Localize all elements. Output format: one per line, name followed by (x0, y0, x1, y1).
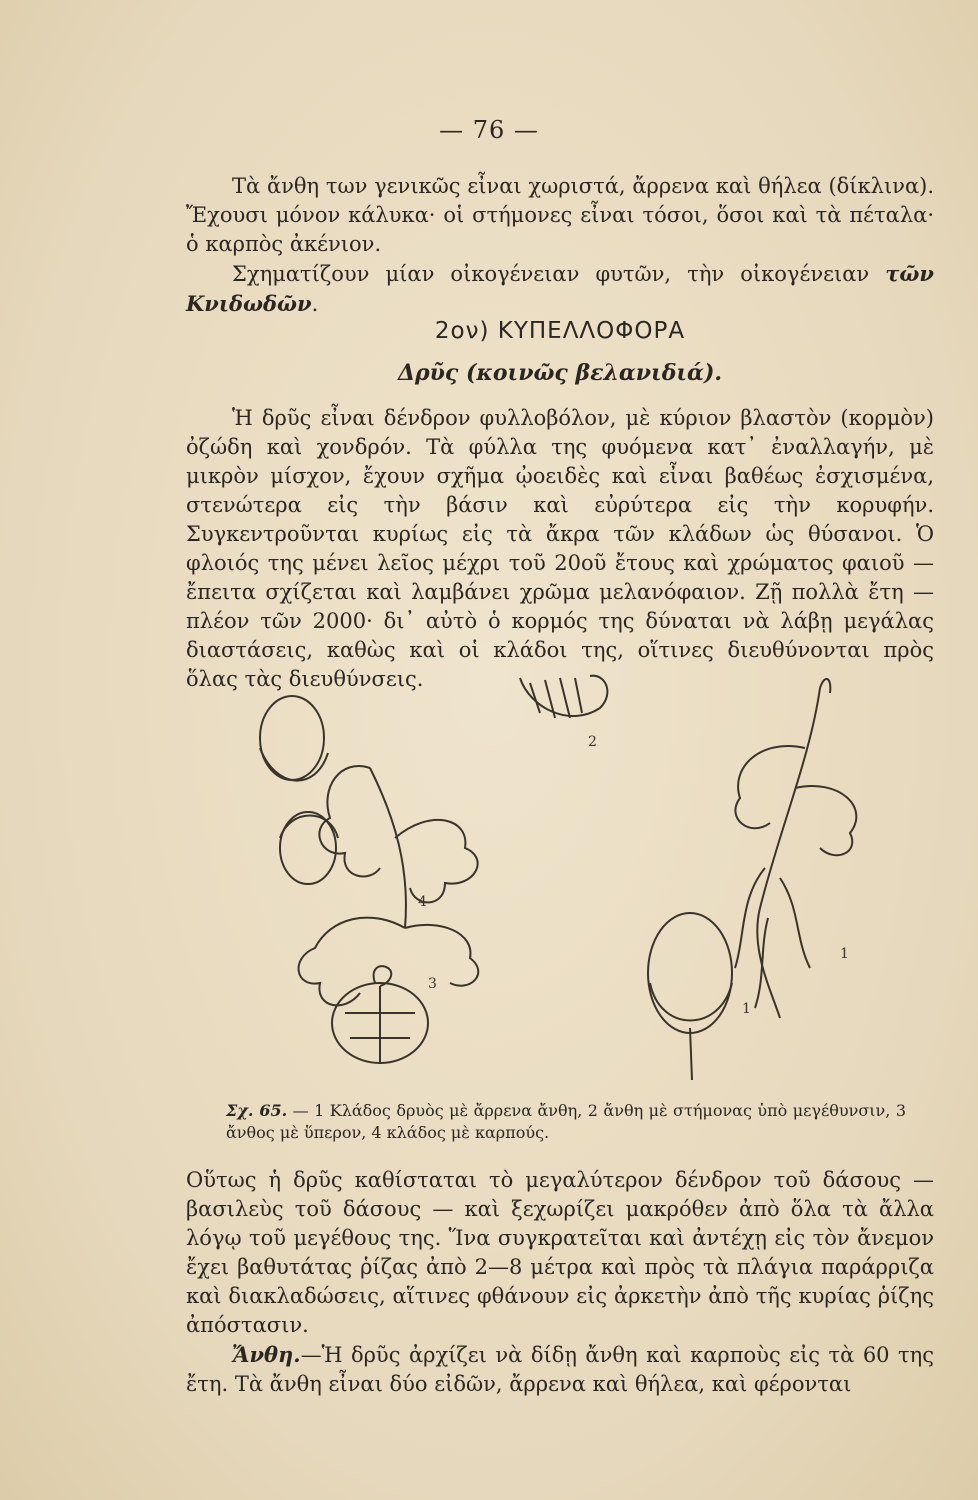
catkin-leaf-right (795, 786, 856, 855)
page-number: — 76 — (439, 116, 539, 144)
figure-caption-label: Σχ. 65. (226, 1101, 288, 1120)
intro-text (186, 172, 934, 319)
branch-stem (370, 768, 406, 928)
oak-illustration (220, 668, 910, 1100)
figure-label-2: 2 (588, 734, 597, 750)
acorn-top (260, 696, 324, 780)
figure-label-4: 4 (418, 894, 427, 910)
figure-label-3: 3 (428, 976, 437, 992)
figure-caption-text: — 1 Κλάδος δρυὸς μὲ ἄρρενα ἄνθη, 2 ἄνθη μὲ στήμονας ὑπὸ μεγέθυνσιν, 3 ἄνθος μὲ ὕπερον, 4 κλάδος μὲ καρπούς. (226, 1101, 907, 1142)
paragraph-oak: Ἡ δρῦς εἶναι δένδρον φυλλοβόλον, μὲ κύριον βλαστὸν (κορμὸν) ὀζώδη καὶ χονδρόν. Τὰ φύλλα της φυόμενα κατ᾽ ἐναλλαγήν, μὲ μικρὸν μίσχον, ἔχουν σχῆμα ᾠοειδὲς καὶ εἶναι βαθέως ἐσχισμένα, στενώτερα εἰς τὴν βάσιν καὶ εὐρύτερα εἰς τὴν κορυφήν. Συγκεντροῦνται κυρίως εἰς τὰ ἄκρα τῶν κλάδων ὡς θύσανοι. Ὁ φλοιός της μένει λεῖος μέχρι τοῦ 20οῦ ἔτους καὶ χρώματος φαιοῦ — ἔπειτα σχίζεται καὶ λαμβάνει χρῶμα μελανόφαιον. Ζῇ πολλὰ ἔτη — πλέον τῶν 2000· δι᾽ αὐτὸ ὁ κορμός της δύναται νὰ λάβῃ μεγάλας διαστάσεις, καθὼς καὶ οἱ κλάδοι της, οἵτινες διευθύνονται πρὸς ὅλας τὰς διευθύνσεις. (186, 406, 934, 691)
catkin-branch (757, 688, 820, 1018)
oak-continued (186, 1166, 934, 1399)
section-subheading: Δρῦς (κοινῶς βελανιδιά). (397, 360, 723, 386)
figure-caption (226, 1100, 906, 1144)
oak-leaf-lower (299, 918, 405, 1006)
figure-label-1-acorn: 1 (742, 1001, 751, 1017)
oak-leaf-right (395, 820, 478, 903)
section-heading: 2ον) ΚΥΠΕΛΛΟΦΟΡΑ (434, 318, 686, 344)
paragraph-flowers-oak (186, 1340, 934, 1399)
acorn-large (648, 913, 732, 1033)
oak-leaf-lower-right (405, 925, 478, 986)
catkin-leaf (735, 746, 805, 828)
paragraph-flowers-oak-text: —Ἡ δρῦς ἀρχίζει νὰ δίδῃ ἄνθη καὶ καρποὺς εἰς τὰ 60 της ἔτη. Τὰ ἄνθη εἶναι δύο εἰδῶν, ἄρρενα καὶ θήλεα, καὶ φέρονται (186, 1343, 934, 1396)
paragraph-king-of-forest: Οὕτως ἡ δρῦς καθίσταται τὸ μεγαλύτερον δένδρον τοῦ δάσους — βασιλεὺς τοῦ δάσους — καὶ ξεχωρίζει μακρόθεν ἀπὸ ὅλα τὰ ἄλλα λόγῳ τοῦ μεγέθους της. Ἵνα συγκρατεῖται καὶ ἀντέχῃ εἰς τὸν ἄνεμον ἔχει βαθυτάτας ῥίζας ἀπὸ 2—8 μέτρα καὶ πρὸς τὰ πλάγια παράρριζα καὶ διακλαδώσεις, αἵτινες φθάνουν εἰς ἀρκετὴν ἀπὸ τῆς κυρίας ῥίζης ἀπόστασιν. (186, 1168, 934, 1337)
catkins (735, 868, 810, 1008)
paragraph-family-text: Σχηματίζουν μίαν οἰκογένειαν φυτῶν, τὴν οἰκογένειαν (232, 262, 886, 286)
family-name: τῶν Κνιδωδῶν (186, 261, 934, 316)
oak-drawing (220, 668, 910, 1100)
figure-label-1-branch: 1 (840, 946, 849, 962)
run-in-heading: Ἄνθη. (232, 1342, 301, 1367)
oak-description (186, 404, 934, 694)
paragraph-flowers: Τὰ ἄνθη των γενικῶς εἶναι χωριστά, ἄρρενα καὶ θήλεα (δίκλινα). Ἔχουσι μόνον κάλυκα· οἱ στήμονες εἶναι τόσοι, ὅσοι καὶ τὰ πέταλα· ὁ καρπὸς ἀκένιον. (186, 174, 934, 256)
paragraph-family (186, 259, 934, 319)
paragraph-family-end: . (311, 292, 319, 316)
